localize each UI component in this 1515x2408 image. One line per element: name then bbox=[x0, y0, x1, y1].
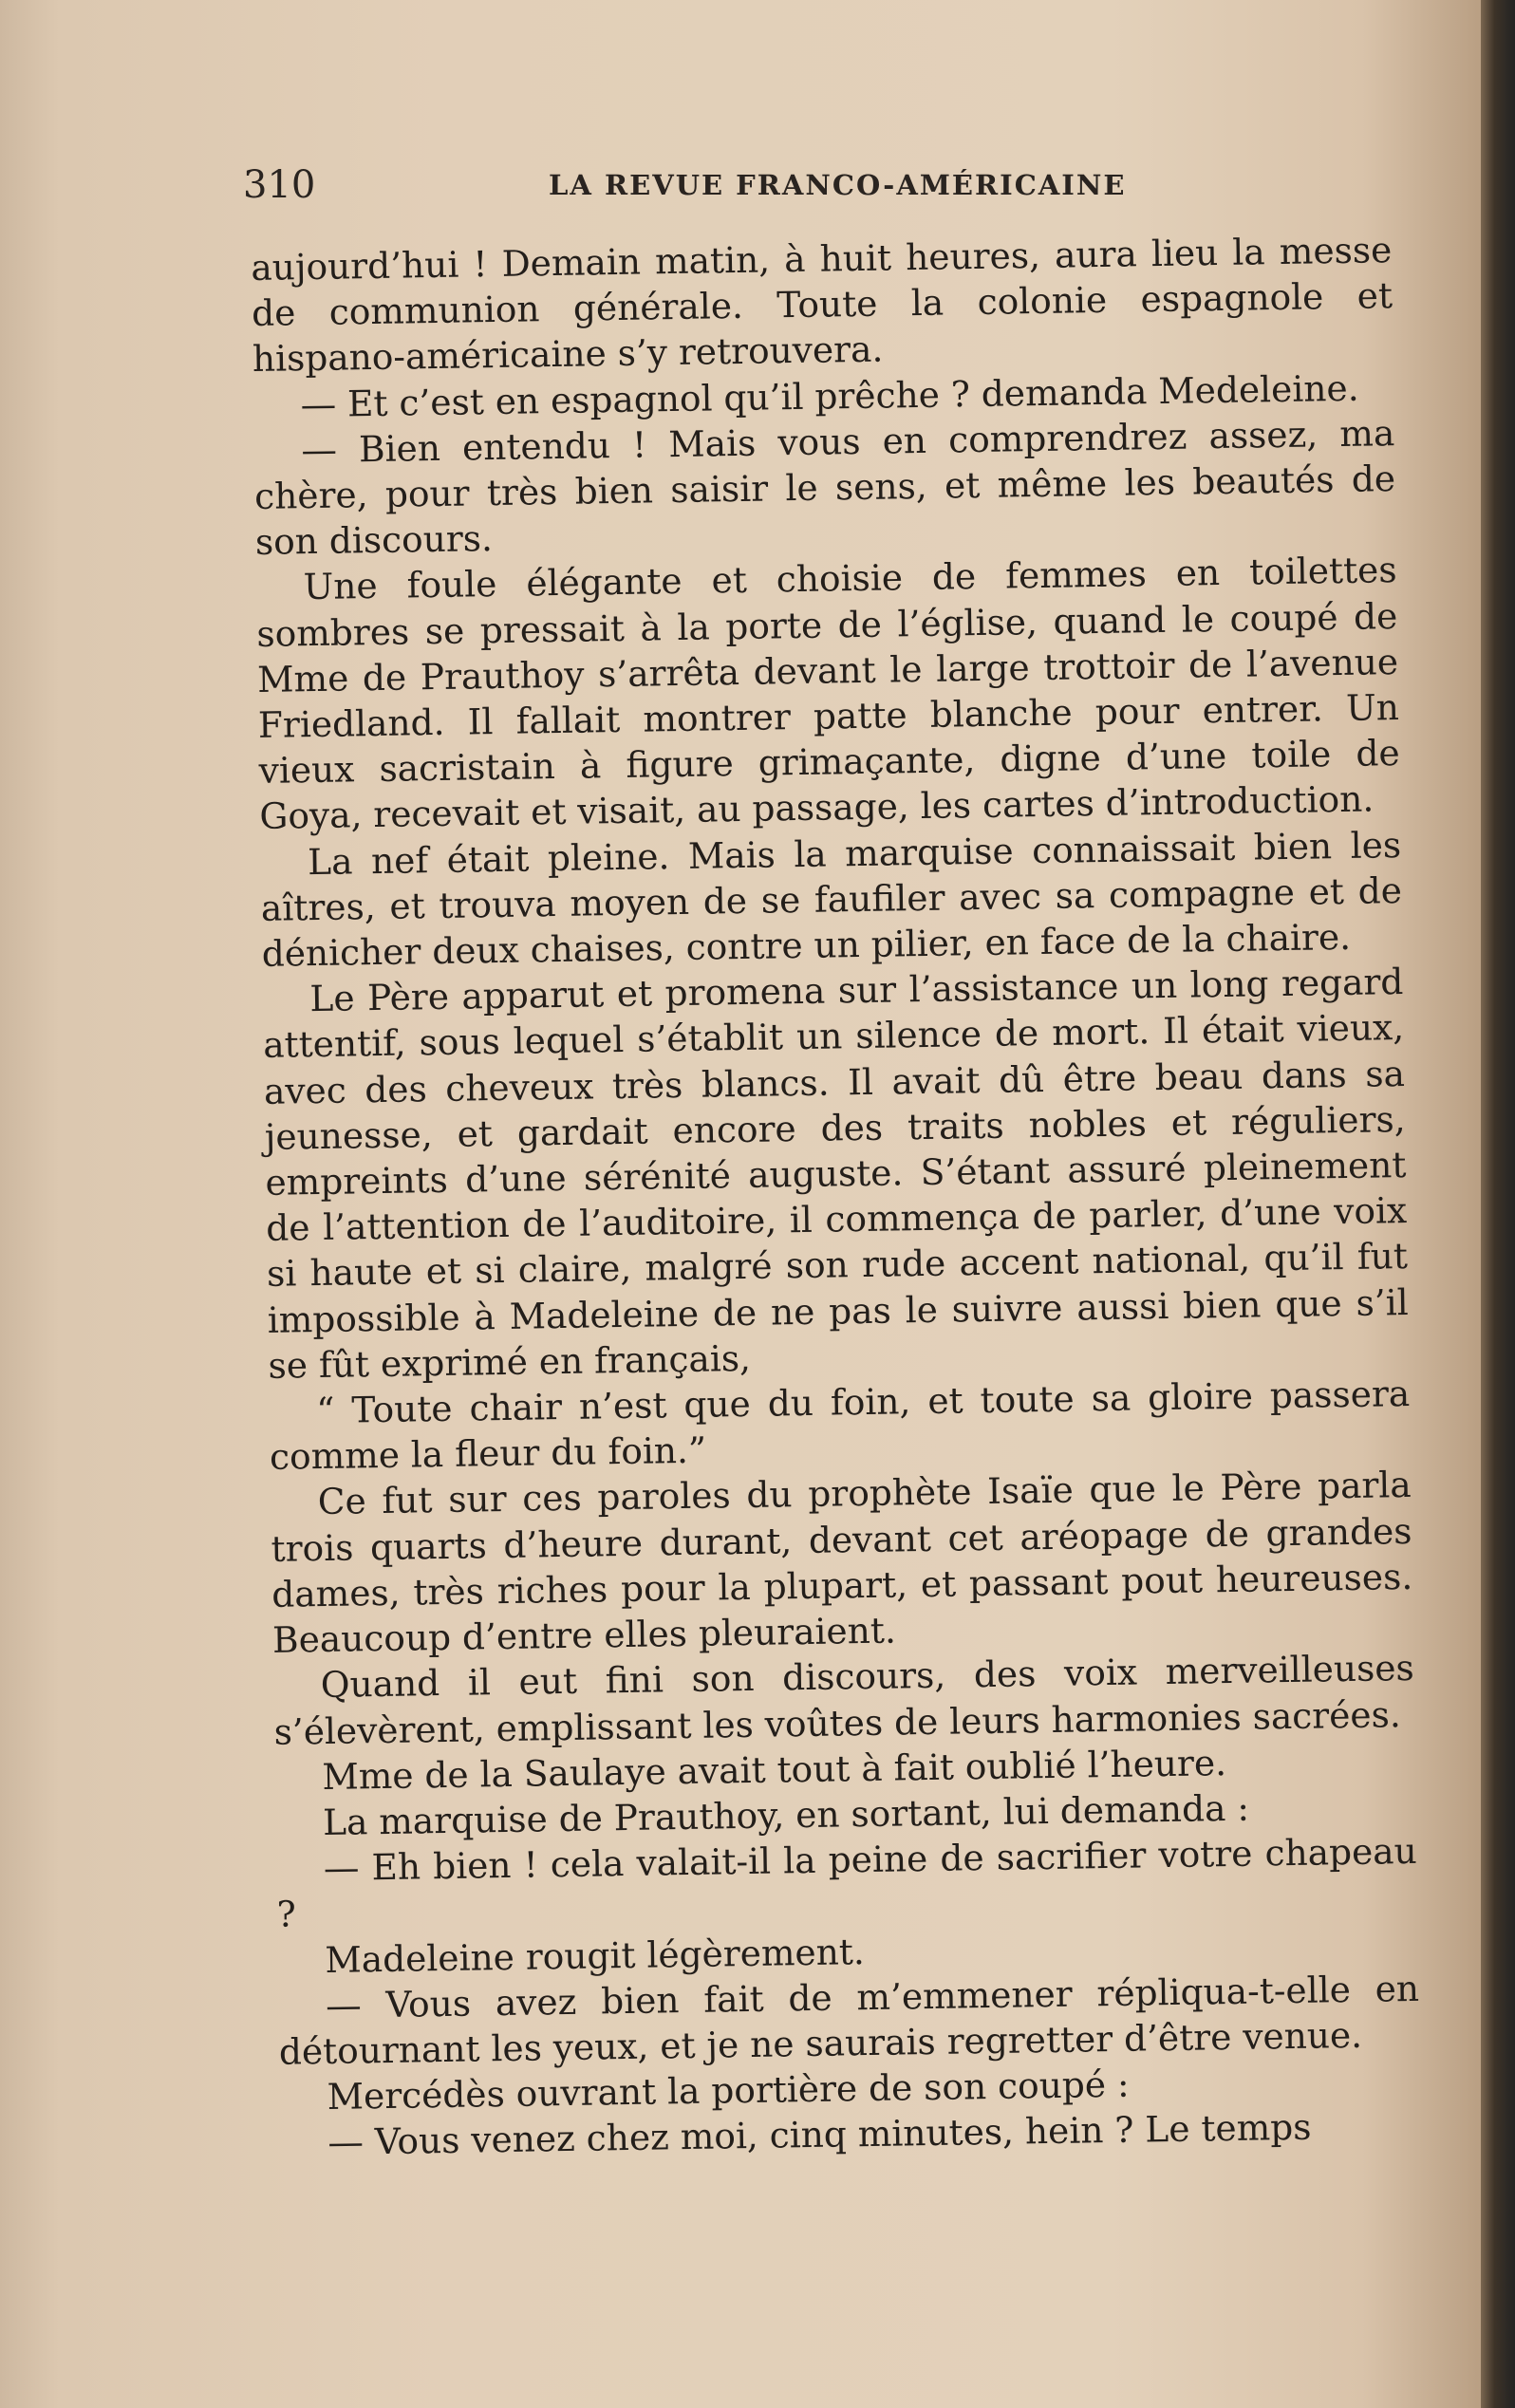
page-gutter-shadow bbox=[1481, 0, 1515, 2408]
paragraph: Madeleine rougit légèrement. bbox=[325, 1930, 866, 1981]
paragraph: “ Toute chair n’est que du foin, et toute sa gloire passera comme la fleur du foin.” bbox=[269, 1372, 1411, 1479]
paragraph: — Et c’est en espagnol qu’il prêche ? demanda Medeleine. bbox=[300, 366, 1359, 425]
paragraph: La marquise de Prauthoy, en sortant, lui demanda : bbox=[322, 1786, 1250, 1843]
paragraph: — Eh bien ! cela valait-il la peine de sacrifier votre chapeau ? bbox=[276, 1830, 1418, 1936]
paragraph: Le Père apparut et promena sur l’assistance un long regard attentif, sous lequel s’établit un silence de mort. Il était vieux, avec des cheveux très blancs. Il avait dû être beau dans sa jeunesse, et gardait encore des traits nobles et réguliers, empreints d’une sérénité auguste. S’étant assuré pleinement de l’attention de l’auditoire, il commença de parler, d’une voix si haute et si claire, malgré son rude accent national, qu’il fut impossible à Madeleine de ne pas le suivre aussi bien que s’il se fût exprimé en français, bbox=[262, 961, 1409, 1387]
page-number: 310 bbox=[243, 163, 316, 207]
running-title: LA REVUE FRANCO-AMÉRICAINE bbox=[549, 169, 1127, 201]
page-header bbox=[243, 163, 1392, 220]
paragraph: — Vous venez chez moi, cinq minutes, hein ? Le temps bbox=[327, 2106, 1312, 2164]
paragraph: Quand il eut fini son discours, des voix merveilleuses s’élevèrent, emplissant les voûtes de leurs harmonies sacrées. bbox=[273, 1647, 1415, 1753]
paragraph: La nef était pleine. Mais la marquise connaissait bien les aîtres, et trouva moyen de se faufiler avec sa compagne et de dénicher deux chaises, contre un pilier, en face de la chaire. bbox=[260, 823, 1403, 975]
paragraph: Mme de la Saulaye avait tout à fait oublié l’heure. bbox=[322, 1741, 1227, 1798]
paragraph: — Bien entendu ! Mais vous en comprendrez assez, ma chère, pour très bien saisir le sens, et même les beautés de son discours. bbox=[253, 411, 1396, 564]
paragraph: Ce fut sur ces paroles du prophète Isaïe que le Père parla trois quarts d’heure durant, devant cet aréopage de grandes dames, très riches pour la plupart, et passant pout heureuses. Beaucoup d’entre elles pleuraient. bbox=[271, 1464, 1413, 1661]
paragraph: Mercédès ouvrant la portière de son coupé : bbox=[327, 2063, 1130, 2119]
body-text bbox=[251, 227, 1422, 2166]
paragraph: Une foule élégante et choisie de femmes en toilettes sombres se pressait à la porte de l’église, quand le coupé de Mme de Prauthoy s’arrêta devant le large trottoir de l’avenue Friedland. Il fallait montrer patte blanche pour entrer. Un vieux sacristain à figure grimaçante, digne d’une toile de Goya, recevait et visait, au passage, les cartes d’introduction. bbox=[256, 549, 1400, 838]
paragraph: aujourd’hui ! Demain matin, à huit heures, aura lieu la messe de communion générale. Toute la colonie espagnole et hispano-américaine s’y retrouvera. bbox=[251, 229, 1393, 381]
paragraph: — Vous avez bien fait de m’emmener répliqua-t-elle en détournant les yeux, et je ne saurais regretter d’être venue. bbox=[278, 1967, 1420, 2073]
